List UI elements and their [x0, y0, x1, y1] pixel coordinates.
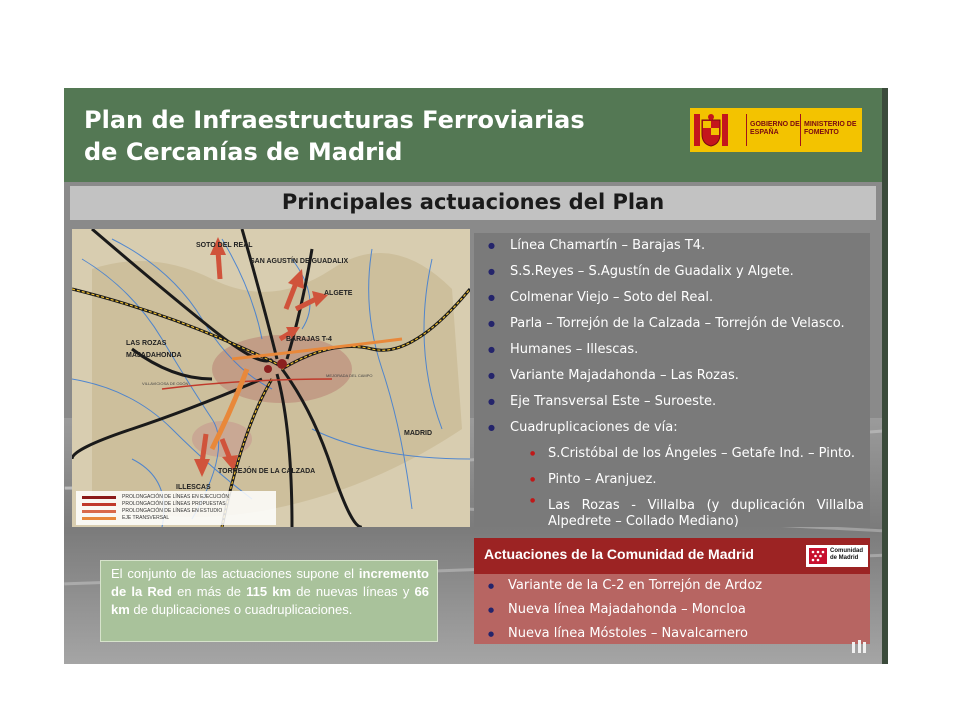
legend-label: PROLONGACIÓN DE LÍNEAS PROPUESTAS: [122, 501, 226, 507]
comunidad-logo: [806, 545, 868, 567]
legend-row: [82, 494, 272, 501]
action-item: ● Parla – Torrejón de la Calzada – Torrejón de Velasco.: [484, 311, 864, 337]
map-legend-rows: [82, 494, 272, 522]
action-item: ● Variante Majadahonda – Las Rozas.: [484, 363, 864, 389]
map-label-mejorada: MEJORADA DEL CAMPO: [326, 373, 373, 378]
gobierno-logo: [690, 108, 862, 152]
map-label-algete: ALGETE: [324, 290, 353, 297]
page-marker: [850, 639, 868, 658]
spain-coat-of-arms-icon: [694, 112, 728, 148]
summary-part: de duplicaciones o cuadruplicaciones.: [129, 602, 353, 617]
summary-part: en más de: [171, 584, 247, 599]
action-item: ● Colmenar Viejo – Soto del Real.: [484, 285, 864, 311]
slide-title: [84, 104, 585, 168]
legend-row: [82, 508, 272, 515]
logo-divider: [746, 114, 747, 146]
map-label-madrid: MADRID: [404, 430, 432, 437]
comunidad-item: ● Nueva línea Majadahonda – Moncloa: [484, 598, 864, 622]
comunidad-list: [484, 574, 864, 646]
comunidad-header: [474, 538, 870, 574]
map-label-soto: SOTO DEL REAL: [196, 242, 253, 249]
legend-swatch: [82, 496, 116, 499]
map-label-sanagustin: SAN AGUSTÍN DE GUADALIX: [250, 258, 349, 265]
legend-label: PROLONGACIÓN DE LÍNEAS EN ESTUDIO: [122, 508, 223, 514]
comunidad-madrid-star-icon: [809, 548, 827, 564]
title-line-1: Plan de Infraestructuras Ferroviarias: [84, 106, 585, 134]
ministerio-text: MINISTERIO DE FOMENTO: [804, 121, 857, 136]
comunidad-item: ● Nueva línea Móstoles – Navalcarnero: [484, 622, 864, 646]
legend-row: [82, 501, 272, 508]
map-label-barajas: BARAJAS T-4: [286, 336, 332, 343]
legend-row: [82, 515, 272, 522]
legend-swatch: [82, 510, 116, 513]
map-label-majadahonda: MAJADAHONDA: [126, 352, 182, 359]
comunidad-item: ● Variante de la C-2 en Torrejón de Ardoz: [484, 574, 864, 598]
map-drawing: [72, 229, 470, 527]
legend-swatch: [82, 503, 116, 506]
action-item: ● Línea Chamartín – Barajas T4.: [484, 233, 864, 259]
action-item: ● Humanes – Illescas.: [484, 337, 864, 363]
map-label-torrejon: TORREJÓN DE LA CALZADA: [218, 468, 316, 475]
action-subitem: ● Pinto – Aranjuez.: [484, 467, 864, 493]
action-item: ● S.S.Reyes – S.Agustín de Guadalix y Algete.: [484, 259, 864, 285]
action-item: ● Eje Transversal Este – Suroeste.: [484, 389, 864, 415]
summary-highlight: 115 km: [246, 584, 292, 599]
action-subitem: ● Las Rozas - Villalba (y duplicación Villalba Alpedrete – Collado Mediano): [484, 493, 864, 530]
legend-label: EJE TRANSVERSAL: [122, 515, 170, 521]
comunidad-title: Actuaciones de la Comunidad de Madrid: [484, 546, 754, 562]
summary-part: de nuevas líneas y: [291, 584, 415, 599]
gobierno-text: GOBIERNO DE ESPAÑA: [750, 121, 800, 136]
legend-label: PROLONGACIÓN DE LÍNEAS EN EJECUCIÓN: [122, 494, 229, 500]
comunidad-panel: [474, 538, 870, 644]
action-item: ● Cuadruplicaciones de vía:: [484, 415, 864, 441]
rail-map: [72, 229, 470, 527]
slide-header: [64, 88, 888, 182]
actions-panel: [474, 233, 870, 527]
map-label-villaviciosa: VILLAVICIOSA DE ODÓN: [142, 381, 189, 386]
map-label-illescas: ILLESCAS: [176, 484, 211, 491]
section-title: Principales actuaciones del Plan: [281, 190, 665, 214]
action-subitem: ● S.Cristóbal de los Ángeles – Getafe Ind. – Pinto.: [484, 441, 864, 467]
comunidad-logo-text: Comunidad de Madrid: [830, 548, 863, 561]
legend-swatch: [82, 517, 116, 520]
summary-box: [100, 560, 438, 642]
section-banner: [70, 186, 876, 220]
summary-highlight: incremento de la Red: [111, 566, 429, 599]
summary-part: El conjunto de las actuaciones supone el: [111, 566, 359, 581]
slide: [64, 88, 888, 664]
summary-text: [111, 565, 429, 619]
map-label-rozas: LAS ROZAS: [126, 340, 167, 347]
title-line-2: de Cercanías de Madrid: [84, 138, 403, 166]
page-marker-icon: [850, 640, 868, 654]
right-edge-bar: [882, 88, 888, 664]
summary-highlight: 66 km: [111, 584, 430, 617]
actions-list: [484, 233, 864, 530]
logo-divider: [800, 114, 801, 146]
